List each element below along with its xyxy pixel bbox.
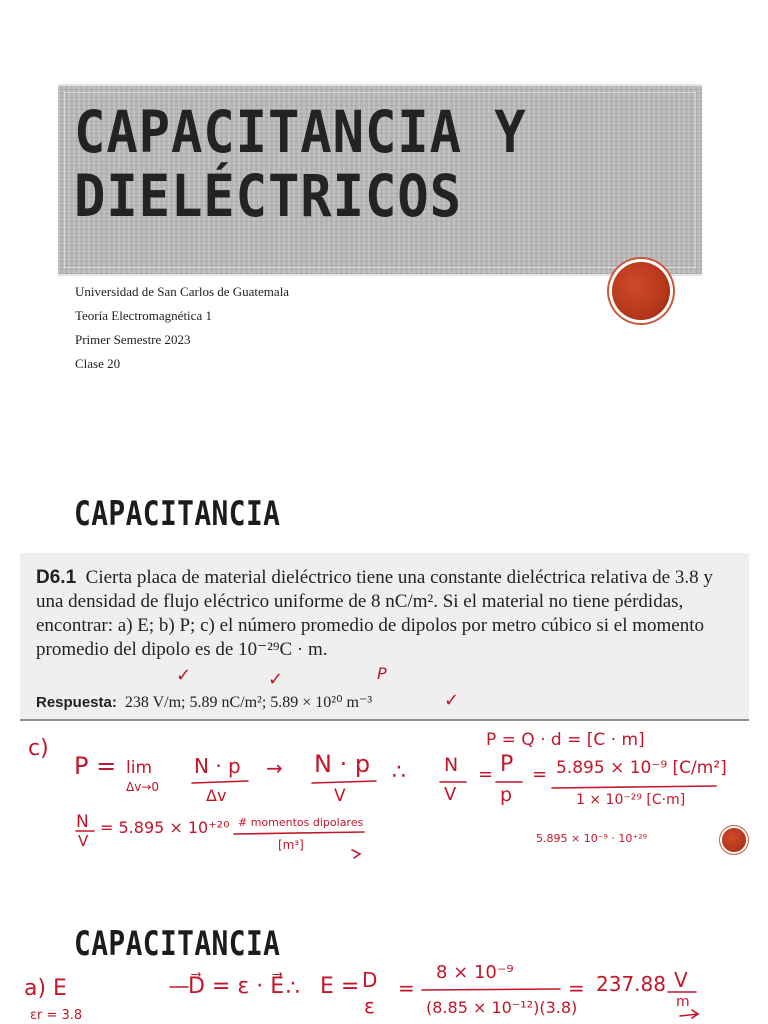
result-unit-numerator: # momentos dipolares xyxy=(238,816,364,829)
result-value: = 5.895 × 10⁺²⁰ xyxy=(100,818,230,837)
subtitle-course: Teoría Electromagnética 1 xyxy=(75,308,212,323)
value-numerator: 5.895 × 10⁻⁹ [C/m²] xyxy=(556,758,727,778)
implies-arrow-icon: → xyxy=(266,756,283,780)
check-mark-1: ✓ xyxy=(176,665,192,686)
slide3-frac-bar xyxy=(422,989,560,990)
frac2-denominator: V xyxy=(334,786,346,806)
check-mark-2: ✓ xyxy=(268,669,284,690)
nv-numerator: N xyxy=(444,754,459,776)
slide3-denominator: (8.85 × 10⁻¹²)(3.8) xyxy=(426,998,578,1017)
result-lhs-denominator: V xyxy=(78,832,89,850)
result-lhs-numerator: N xyxy=(76,812,89,832)
nv-denominator: V xyxy=(444,784,457,805)
result-tick xyxy=(352,850,360,858)
side-calculation: 5.895 × 10⁻⁹ · 10⁺²⁹ xyxy=(536,832,648,845)
slide3-numerator: 8 × 10⁻⁹ xyxy=(436,962,514,983)
part-a-label: a) E xyxy=(24,976,67,1001)
e-equals: E = xyxy=(320,974,360,999)
p-equals: P = xyxy=(74,752,117,780)
equals-3: = xyxy=(398,976,415,1000)
lim-subscript: Δv→0 xyxy=(126,780,159,794)
handwritten-p: P xyxy=(377,664,387,683)
frac1-numerator: N · p xyxy=(194,754,241,778)
frac1-bar xyxy=(192,781,248,783)
eps-denominator: ε xyxy=(364,994,375,1018)
answer-text: 238 V/m; 5.89 nC/m²; 5.89 × 10²⁰ m⁻³ xyxy=(124,694,373,711)
subtitle-class: Clase 20 xyxy=(75,356,121,371)
relative-permittivity: εr = 3.8 xyxy=(30,1008,83,1023)
lim-text: lim xyxy=(126,758,153,778)
title-line-2: DIELÉCTRICOS xyxy=(74,162,462,230)
subtitle-semester: Primer Semestre 2023 xyxy=(75,332,191,347)
unit-arrow xyxy=(680,1010,698,1018)
title-line-1: CAPACITANCIA Y xyxy=(74,98,527,166)
equals-1: = xyxy=(478,764,494,785)
equals-4: = xyxy=(568,976,585,1000)
dipole-definition: P = Q · d = [C · m] xyxy=(486,730,645,750)
part-c-label: c) xyxy=(28,736,49,761)
frac2-bar xyxy=(312,781,376,783)
check-mark-3: ✓ xyxy=(444,690,460,711)
therefore-symbol-2: ∴ xyxy=(286,976,300,1001)
d-numerator: D xyxy=(362,968,378,992)
therefore-symbol: ∴ xyxy=(392,760,406,785)
e-value: 237.88 xyxy=(596,972,666,996)
answer-label: Respuesta: xyxy=(36,694,117,711)
pp-numerator: P xyxy=(500,752,514,777)
problem-label: D6.1 xyxy=(36,567,77,588)
frac1-denominator: Δv xyxy=(206,786,227,805)
slide2-heading: CAPACITANCIA xyxy=(74,494,281,534)
problem-body: Cierta placa de material dieléctrico tiene una constante dieléctrica relativa de 3.8 y una densidad de flujo eléctrico uniforme de 8 nC/m². Si el material no tiene pérdidas, encontrar: a) E; b) P; c) el número promedio de dipolos por metro cúbico si el momento promedio del dipolo es de 10⁻²⁹C · m. xyxy=(36,567,713,660)
unit-numerator: V xyxy=(674,968,688,992)
result-unit-denominator: [m³] xyxy=(278,838,304,852)
frac2-numerator: N · p xyxy=(314,750,371,778)
result-unit-bar xyxy=(234,832,364,834)
value-bar xyxy=(552,786,716,788)
pp-denominator: p xyxy=(500,784,513,806)
d-equals-eps-e: D⃗ = ε · E⃗ xyxy=(188,974,285,999)
equals-2: = xyxy=(532,764,548,785)
value-denominator: 1 × 10⁻²⁹ [C·m] xyxy=(576,792,686,808)
subtitle-university: Universidad de San Carlos de Guatemala xyxy=(75,284,290,299)
unit-denominator: m xyxy=(676,994,690,1010)
slide3-heading: CAPACITANCIA xyxy=(74,924,281,964)
